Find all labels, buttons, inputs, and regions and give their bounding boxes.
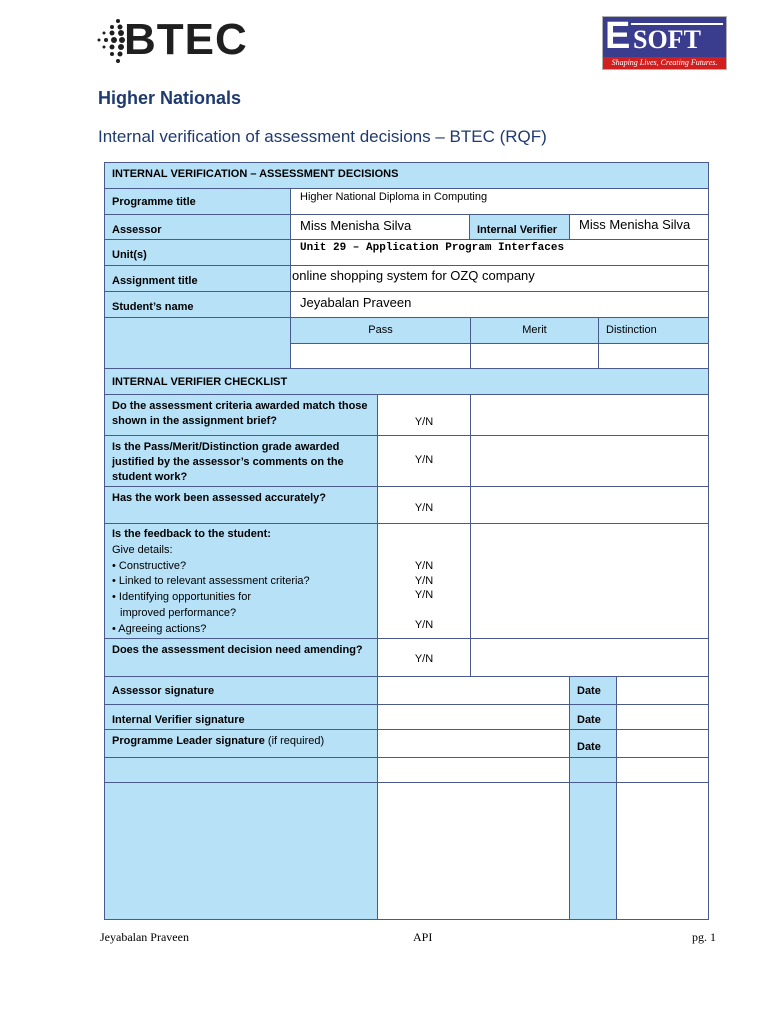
checklist-q1-comment[interactable] <box>470 394 709 436</box>
bottom-blank-date-label <box>569 782 617 920</box>
iv-date-field[interactable] <box>616 704 709 730</box>
section-title-checklist: INTERNAL VERIFIER CHECKLIST <box>104 368 709 395</box>
assessor-field[interactable]: Miss Menisha Silva <box>290 214 470 240</box>
programme-leader-signature-text: Programme Leader signature <box>112 735 265 747</box>
checklist-q2-yn[interactable]: Y/N <box>377 435 471 487</box>
grade-blank-label <box>104 317 291 369</box>
programme-leader-signature-field[interactable] <box>377 729 570 758</box>
units-field[interactable]: Unit 29 – Application Program Interfaces <box>290 239 709 266</box>
student-name-field[interactable]: Jeyabalan Praveen <box>290 291 709 318</box>
footer-page-number: pg. 1 <box>692 930 716 944</box>
checklist-q5: Does the assessment decision need amending? <box>104 638 378 677</box>
checklist-q4-give-details: Give details: <box>112 543 173 556</box>
page-subtitle: Internal verification of assessment decisions – BTEC (RQF) <box>98 127 547 146</box>
programme-title-label: Programme title <box>104 188 291 215</box>
esoft-logo-e: E <box>605 15 631 57</box>
programme-leader-date-label: Date <box>569 729 617 758</box>
checklist-q4 <box>104 523 378 639</box>
footer-center: API <box>413 930 433 944</box>
checklist-q4-comment[interactable] <box>470 523 709 639</box>
programme-leader-signature-label <box>104 729 378 758</box>
checklist-q4-bullet-identifying-cont: improved performance? <box>120 606 237 619</box>
checklist-q4-yn-1[interactable]: Y/N <box>414 560 434 572</box>
esoft-logo <box>602 16 727 70</box>
checklist-q3: Has the work been assessed accurately? <box>104 486 378 524</box>
grade-distinction-field[interactable] <box>598 343 709 369</box>
esoft-tagline: Shaping Lives, Creating Futures. <box>603 57 726 69</box>
checklist-q1-yn[interactable]: Y/N <box>377 394 471 436</box>
blank-row-field[interactable] <box>377 757 570 783</box>
blank-row-date-field[interactable] <box>616 757 709 783</box>
iv-signature-label: Internal Verifier signature <box>104 704 378 730</box>
checklist-q3-yn[interactable]: Y/N <box>377 486 471 524</box>
grade-pass-field[interactable] <box>290 343 471 369</box>
assessor-date-field[interactable] <box>616 676 709 705</box>
checklist-q4-bullet-identifying: • Identifying opportunities for <box>112 591 251 604</box>
checklist-q4-yn-3[interactable]: Y/N <box>414 589 434 601</box>
programme-leader-date-field[interactable] <box>616 729 709 758</box>
programme-title-field[interactable]: Higher National Diploma in Computing <box>290 188 709 215</box>
section-title-assessment-decisions: INTERNAL VERIFICATION – ASSESSMENT DECISIONS <box>104 162 709 189</box>
assessor-label: Assessor <box>104 214 291 240</box>
checklist-q4-bullet-agreeing: • Agreeing actions? <box>112 622 207 635</box>
internal-verifier-label: Internal Verifier <box>469 214 570 240</box>
checklist-q5-yn[interactable]: Y/N <box>377 638 471 677</box>
internal-verifier-field[interactable]: Miss Menisha Silva <box>569 214 709 240</box>
assignment-title-label: Assignment title <box>104 265 291 292</box>
iv-date-label: Date <box>569 704 617 730</box>
grade-header-merit: Merit <box>470 317 599 344</box>
blank-row-date-label <box>569 757 617 783</box>
page-title: Higher Nationals <box>98 88 242 108</box>
assessor-signature-label: Assessor signature <box>104 676 378 705</box>
grade-header-distinction: Distinction <box>598 317 709 344</box>
grade-merit-field[interactable] <box>470 343 599 369</box>
checklist-q2-comment[interactable] <box>470 435 709 487</box>
bottom-blank-field[interactable] <box>377 782 570 920</box>
checklist-q4-yn-4[interactable]: Y/N <box>414 619 434 631</box>
esoft-logo-soft: SOFT <box>633 25 701 54</box>
iv-signature-field[interactable] <box>377 704 570 730</box>
assessor-signature-field[interactable] <box>377 676 570 705</box>
btec-dots-icon <box>96 18 126 66</box>
checklist-q4-bullet-linked: • Linked to relevant assessment criteria? <box>112 575 310 588</box>
checklist-q2: Is the Pass/Merit/Distinction grade awarded justified by the assessor’s comments on the student work? <box>104 435 378 487</box>
checklist-q4-yn-group <box>377 523 471 639</box>
checklist-q1: Do the assessment criteria awarded match those shown in the assignment brief? <box>104 394 378 436</box>
student-name-label: Student’s name <box>104 291 291 318</box>
blank-row-label <box>104 757 378 783</box>
grade-header-pass: Pass <box>290 317 471 344</box>
bottom-blank-label <box>104 782 378 920</box>
checklist-q4-bullet-constructive: • Constructive? <box>112 559 187 572</box>
units-label: Unit(s) <box>104 239 291 266</box>
btec-logo <box>96 16 258 72</box>
footer-name: Jeyabalan Praveen <box>100 930 189 944</box>
checklist-q5-comment[interactable] <box>470 638 709 677</box>
assessor-date-label: Date <box>569 676 617 705</box>
checklist-q4-title: Is the feedback to the student: <box>112 528 271 540</box>
checklist-q3-comment[interactable] <box>470 486 709 524</box>
assignment-title-field[interactable]: online shopping system for OZQ company <box>290 265 709 292</box>
checklist-q4-yn-2[interactable]: Y/N <box>414 575 434 587</box>
bottom-blank-date-field[interactable] <box>616 782 709 920</box>
btec-logo-text: BTEC <box>124 15 248 64</box>
programme-leader-note: (if required) <box>264 735 325 747</box>
